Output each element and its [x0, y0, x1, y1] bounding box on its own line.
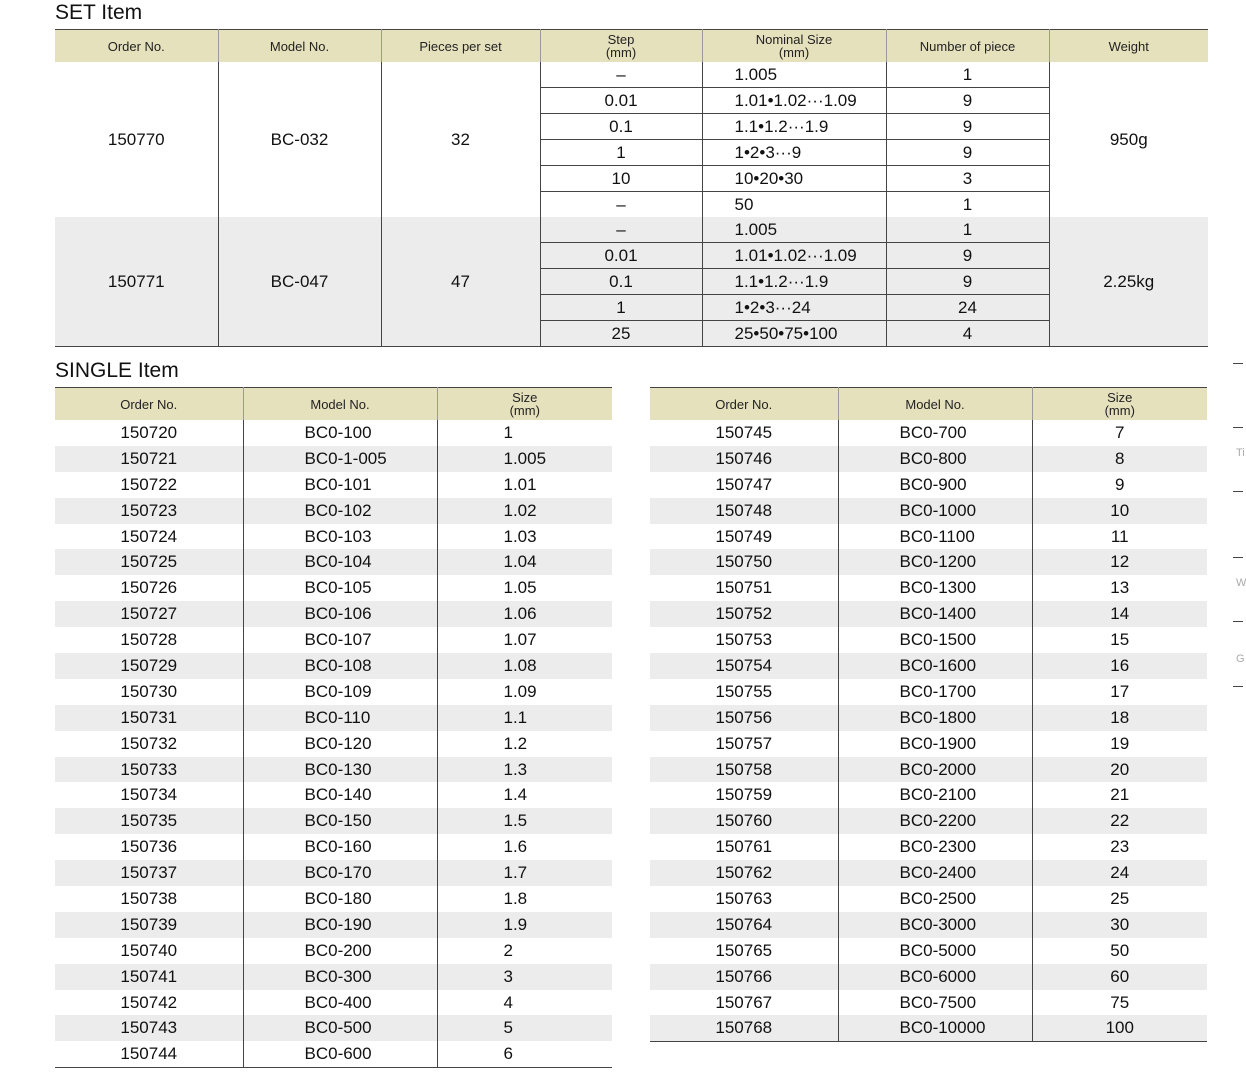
header-size-label: Size	[1107, 390, 1133, 405]
model-no-cell: BC0-1200	[838, 549, 1032, 575]
table-row	[650, 731, 1207, 757]
piece-count-cell: 24	[886, 295, 1049, 321]
order-no-cell: 150747	[715, 474, 773, 494]
table-row	[650, 886, 1207, 912]
order-no-cell: 150740	[120, 940, 178, 960]
order-no-cell: 150757	[715, 733, 773, 753]
weight-cell: 2.25kg	[1049, 217, 1208, 347]
size-cell: 1.09	[437, 679, 612, 705]
model-no-cell: BC0-1100	[838, 524, 1032, 550]
size-cell: 1.9	[437, 912, 612, 938]
table-row	[650, 653, 1207, 679]
piece-count-cell: 9	[886, 114, 1049, 140]
order-no-cell: 150741	[55, 964, 243, 990]
edge-fragment-text: Ti	[1236, 447, 1245, 459]
order-no-cell: 150722	[120, 474, 178, 494]
header-size-unit: (mm)	[509, 403, 540, 418]
order-no-cell: 150755	[715, 681, 773, 701]
order-no-cell: 150723	[55, 498, 243, 524]
single-section-title: SINGLE Item	[55, 359, 179, 382]
order-no-cell: 150754	[650, 653, 838, 679]
table-row	[650, 679, 1207, 705]
order-no-cell: 150734	[120, 785, 178, 805]
piece-count-cell: 3	[886, 166, 1049, 192]
order-no-cell: 150745	[715, 422, 773, 442]
size-cell: 75	[1032, 990, 1207, 1016]
order-no-cell: 150744	[120, 1044, 178, 1064]
size-cell: 1	[437, 420, 612, 446]
model-no-cell: BC-032	[218, 62, 381, 217]
model-no-cell: BC0-7500	[838, 990, 1032, 1016]
table-row	[650, 1015, 1207, 1041]
step-cell: 1	[540, 140, 702, 166]
order-no-cell: 150738	[120, 888, 178, 908]
order-no-cell: 150727	[55, 601, 243, 627]
order-no-cell: 150761	[715, 837, 773, 857]
header-number-of-piece: Number of piece	[886, 30, 1049, 63]
model-no-cell: BC0-700	[838, 420, 1032, 446]
table-row	[55, 472, 612, 498]
model-no-cell: BC0-130	[243, 757, 437, 783]
model-no-cell: BC0-400	[243, 990, 437, 1016]
order-no-cell: 150736	[120, 837, 178, 857]
header-order-no: Order No.	[650, 388, 838, 421]
step-cell: 0.01	[540, 88, 702, 114]
header-nominal-label: Nominal Size	[755, 32, 833, 47]
table-row	[55, 524, 612, 550]
size-cell: 100	[1032, 1015, 1207, 1041]
model-no-cell: BC0-2100	[838, 782, 1032, 808]
single-table-header-row	[650, 388, 1207, 421]
header-model-no: Model No.	[838, 388, 1032, 421]
size-cell: 9	[1032, 472, 1207, 498]
model-no-cell: BC0-2000	[838, 757, 1032, 783]
model-no-cell: BC0-300	[243, 964, 437, 990]
model-no-cell: BC0-150	[243, 808, 437, 834]
table-row	[55, 1041, 612, 1067]
piece-count-cell: 1	[886, 192, 1049, 218]
size-cell: 18	[1032, 705, 1207, 731]
piece-count-cell: 1	[886, 62, 1049, 88]
order-no-cell: 150742	[120, 992, 178, 1012]
size-cell: 1.03	[437, 524, 612, 550]
size-cell: 20	[1032, 757, 1207, 783]
order-no-cell: 150732	[120, 733, 178, 753]
size-cell: 1.01	[437, 472, 612, 498]
pieces-cell: 47	[381, 217, 540, 347]
order-no-cell: 150753	[715, 630, 773, 650]
order-no-cell: 150726	[120, 578, 178, 598]
size-cell: 30	[1032, 912, 1207, 938]
order-no-cell: 150737	[55, 860, 243, 886]
order-no-cell: 150749	[715, 526, 773, 546]
order-no-cell: 150756	[650, 705, 838, 731]
header-step	[540, 30, 702, 63]
size-cell: 2	[437, 938, 612, 964]
single-item-table-right	[650, 387, 1207, 1042]
size-cell: 16	[1032, 653, 1207, 679]
table-row	[55, 990, 612, 1016]
model-no-cell: BC0-600	[243, 1041, 437, 1067]
nominal-size-cell: 1.005	[702, 62, 886, 88]
order-no-cell: 150728	[120, 630, 178, 650]
model-no-cell: BC0-101	[243, 472, 437, 498]
size-cell: 13	[1032, 575, 1207, 601]
nominal-size-cell: 1.01•1.02···1.09	[702, 243, 886, 269]
size-cell: 25	[1032, 886, 1207, 912]
order-no-cell: 150746	[650, 446, 838, 472]
size-cell: 60	[1032, 964, 1207, 990]
model-no-cell: BC0-102	[243, 498, 437, 524]
model-no-cell: BC0-500	[243, 1015, 437, 1041]
header-model-no: Model No.	[243, 388, 437, 421]
size-cell: 1.04	[437, 549, 612, 575]
table-row	[650, 420, 1207, 446]
order-no-cell: 150760	[650, 808, 838, 834]
model-no-cell: BC0-1600	[838, 653, 1032, 679]
table-row	[650, 549, 1207, 575]
header-order-no: Order No.	[55, 30, 218, 63]
table-row	[55, 860, 612, 886]
step-cell: –	[540, 217, 702, 243]
header-nominal-size	[702, 30, 886, 63]
table-row	[55, 498, 612, 524]
order-no-cell: 150765	[715, 940, 773, 960]
order-no-cell: 150766	[650, 964, 838, 990]
nominal-size-cell: 1.01•1.02···1.09	[702, 88, 886, 114]
edge-rule	[1233, 363, 1243, 364]
table-row	[55, 601, 612, 627]
model-no-cell: BC0-1900	[838, 731, 1032, 757]
size-cell: 7	[1032, 420, 1207, 446]
table-row	[650, 498, 1207, 524]
model-no-cell: BC0-1800	[838, 705, 1032, 731]
order-no-cell: 150764	[650, 912, 838, 938]
piece-count-cell: 9	[886, 243, 1049, 269]
model-no-cell: BC0-1-005	[243, 446, 437, 472]
order-no-cell: 150721	[55, 446, 243, 472]
size-cell: 10	[1032, 498, 1207, 524]
model-no-cell: BC0-1400	[838, 601, 1032, 627]
size-cell: 19	[1032, 731, 1207, 757]
model-no-cell: BC0-100	[243, 420, 437, 446]
step-cell: 0.1	[540, 114, 702, 140]
step-cell: –	[540, 192, 702, 218]
order-no-cell: 150725	[55, 549, 243, 575]
model-no-cell: BC-047	[218, 217, 381, 347]
set-item-table	[55, 29, 1208, 347]
table-row	[650, 524, 1207, 550]
model-no-cell: BC0-10000	[838, 1015, 1032, 1041]
piece-count-cell: 1	[886, 217, 1049, 243]
size-cell: 1.5	[437, 808, 612, 834]
size-cell: 50	[1032, 938, 1207, 964]
step-cell: 1	[540, 295, 702, 321]
size-cell: 21	[1032, 782, 1207, 808]
model-no-cell: BC0-5000	[838, 938, 1032, 964]
header-model-no: Model No.	[218, 30, 381, 63]
table-row	[650, 472, 1207, 498]
header-step-label: Step	[607, 32, 635, 47]
set-table-row	[55, 217, 1208, 243]
model-no-cell: BC0-1700	[838, 679, 1032, 705]
size-cell: 11	[1032, 524, 1207, 550]
model-no-cell: BC0-120	[243, 731, 437, 757]
step-cell: 0.1	[540, 269, 702, 295]
size-cell: 17	[1032, 679, 1207, 705]
step-cell: –	[540, 62, 702, 88]
table-row	[650, 446, 1207, 472]
edge-rule	[1233, 491, 1243, 492]
header-size-label: Size	[512, 390, 538, 405]
nominal-size-cell: 10•20•30	[702, 166, 886, 192]
order-no-cell: 150743	[55, 1015, 243, 1041]
size-cell: 1.2	[437, 731, 612, 757]
model-no-cell: BC0-110	[243, 705, 437, 731]
table-row	[650, 808, 1207, 834]
table-row	[650, 938, 1207, 964]
set-section-title: SET Item	[55, 1, 143, 24]
nominal-size-cell: 50	[702, 192, 886, 218]
header-size-unit: (mm)	[1104, 403, 1135, 418]
order-no-cell: 150767	[715, 992, 773, 1012]
size-cell: 3	[437, 964, 612, 990]
step-cell: 25	[540, 321, 702, 347]
order-no-cell: 150763	[715, 888, 773, 908]
order-no-cell: 150751	[715, 578, 773, 598]
piece-count-cell: 9	[886, 88, 1049, 114]
model-no-cell: BC0-900	[838, 472, 1032, 498]
size-cell: 1.6	[437, 834, 612, 860]
order-no-cell: 150752	[650, 601, 838, 627]
table-row	[55, 420, 612, 446]
header-weight: Weight	[1049, 30, 1208, 63]
piece-count-cell: 9	[886, 140, 1049, 166]
set-group	[55, 62, 1208, 217]
table-row	[650, 990, 1207, 1016]
size-cell: 22	[1032, 808, 1207, 834]
nominal-size-cell: 1•2•3···9	[702, 140, 886, 166]
single-table-body	[650, 420, 1207, 1042]
table-row	[650, 601, 1207, 627]
edge-rule	[1233, 557, 1243, 558]
order-no-cell: 150770	[107, 129, 165, 149]
size-cell: 1.8	[437, 886, 612, 912]
nominal-size-cell: 25•50•75•100	[702, 321, 886, 347]
header-size	[437, 388, 612, 421]
table-row	[650, 757, 1207, 783]
order-no-cell: 150771	[55, 217, 218, 347]
size-cell: 12	[1032, 549, 1207, 575]
model-no-cell: BC0-107	[243, 627, 437, 653]
size-cell: 1.08	[437, 653, 612, 679]
set-table-row	[55, 62, 1208, 88]
size-cell: 1.07	[437, 627, 612, 653]
edge-fragment-text: W	[1236, 577, 1246, 589]
model-no-cell: BC0-3000	[838, 912, 1032, 938]
table-row	[650, 834, 1207, 860]
model-no-cell: BC0-6000	[838, 964, 1032, 990]
table-row	[55, 808, 612, 834]
table-row	[55, 549, 612, 575]
single-table-header-row	[55, 388, 612, 421]
set-table-header-row	[55, 30, 1208, 63]
edge-rule	[1233, 427, 1243, 428]
table-row	[55, 731, 612, 757]
nominal-size-cell: 1.1•1.2···1.9	[702, 114, 886, 140]
size-cell: 15	[1032, 627, 1207, 653]
table-row	[55, 782, 612, 808]
size-cell: 1.005	[437, 446, 612, 472]
table-row	[55, 834, 612, 860]
table-row	[650, 860, 1207, 886]
order-no-cell: 150730	[120, 681, 178, 701]
model-no-cell: BC0-170	[243, 860, 437, 886]
size-cell: 1.1	[437, 705, 612, 731]
model-no-cell: BC0-140	[243, 782, 437, 808]
single-table-body	[55, 420, 612, 1068]
size-cell: 24	[1032, 860, 1207, 886]
pieces-cell: 32	[381, 62, 540, 217]
order-no-cell: 150759	[715, 785, 773, 805]
model-no-cell: BC0-2500	[838, 886, 1032, 912]
step-cell: 10	[540, 166, 702, 192]
table-row	[55, 679, 612, 705]
header-pieces-per-set: Pieces per set	[381, 30, 540, 63]
model-no-cell: BC0-106	[243, 601, 437, 627]
model-no-cell: BC0-200	[243, 938, 437, 964]
model-no-cell: BC0-104	[243, 549, 437, 575]
model-no-cell: BC0-180	[243, 886, 437, 912]
table-row	[55, 912, 612, 938]
model-no-cell: BC0-2200	[838, 808, 1032, 834]
piece-count-cell: 9	[886, 269, 1049, 295]
model-no-cell: BC0-160	[243, 834, 437, 860]
order-no-cell: 150724	[120, 526, 178, 546]
model-no-cell: BC0-190	[243, 912, 437, 938]
edge-rule	[1233, 621, 1243, 622]
edge-fragment-text: G	[1236, 653, 1245, 665]
size-cell: 14	[1032, 601, 1207, 627]
order-no-cell: 150739	[55, 912, 243, 938]
single-item-table-left	[55, 387, 612, 1068]
weight-cell: 950g	[1049, 62, 1208, 217]
model-no-cell: BC0-1300	[838, 575, 1032, 601]
order-no-cell: 150768	[650, 1015, 838, 1041]
size-cell: 23	[1032, 834, 1207, 860]
size-cell: 4	[437, 990, 612, 1016]
piece-count-cell: 4	[886, 321, 1049, 347]
size-cell: 1.06	[437, 601, 612, 627]
header-nominal-unit: (mm)	[778, 45, 810, 60]
table-row	[650, 964, 1207, 990]
nominal-size-cell: 1•2•3···24	[702, 295, 886, 321]
table-row	[55, 705, 612, 731]
table-row	[650, 912, 1207, 938]
model-no-cell: BC0-109	[243, 679, 437, 705]
table-row	[650, 627, 1207, 653]
table-row	[55, 575, 612, 601]
table-row	[55, 886, 612, 912]
table-row	[55, 653, 612, 679]
order-no-cell: 150720	[120, 422, 178, 442]
model-no-cell: BC0-105	[243, 575, 437, 601]
order-no-cell: 150750	[650, 549, 838, 575]
size-cell: 5	[437, 1015, 612, 1041]
table-row	[650, 782, 1207, 808]
table-row	[55, 446, 612, 472]
size-cell: 8	[1032, 446, 1207, 472]
model-no-cell: BC0-2300	[838, 834, 1032, 860]
table-row	[55, 964, 612, 990]
header-order-no: Order No.	[55, 388, 243, 421]
table-row	[650, 575, 1207, 601]
table-row	[55, 938, 612, 964]
order-no-cell: 150748	[650, 498, 838, 524]
edge-rule	[1233, 686, 1243, 687]
step-cell: 0.01	[540, 243, 702, 269]
header-size	[1032, 388, 1207, 421]
size-cell: 1.05	[437, 575, 612, 601]
model-no-cell: BC0-800	[838, 446, 1032, 472]
model-no-cell: BC0-108	[243, 653, 437, 679]
table-row	[55, 757, 612, 783]
table-row	[650, 705, 1207, 731]
order-no-cell: 150762	[650, 860, 838, 886]
order-no-cell: 150729	[55, 653, 243, 679]
size-cell: 1.4	[437, 782, 612, 808]
table-row	[55, 627, 612, 653]
size-cell: 1.3	[437, 757, 612, 783]
model-no-cell: BC0-2400	[838, 860, 1032, 886]
size-cell: 6	[437, 1041, 612, 1067]
size-cell: 1.02	[437, 498, 612, 524]
order-no-cell: 150731	[55, 705, 243, 731]
header-step-unit: (mm)	[605, 45, 637, 60]
table-row	[55, 1015, 612, 1041]
nominal-size-cell: 1.1•1.2···1.9	[702, 269, 886, 295]
model-no-cell: BC0-1500	[838, 627, 1032, 653]
order-no-cell: 150735	[55, 808, 243, 834]
model-no-cell: BC0-1000	[838, 498, 1032, 524]
order-no-cell: 150733	[55, 757, 243, 783]
model-no-cell: BC0-103	[243, 524, 437, 550]
set-group	[55, 217, 1208, 347]
size-cell: 1.7	[437, 860, 612, 886]
nominal-size-cell: 1.005	[702, 217, 886, 243]
order-no-cell: 150758	[650, 757, 838, 783]
